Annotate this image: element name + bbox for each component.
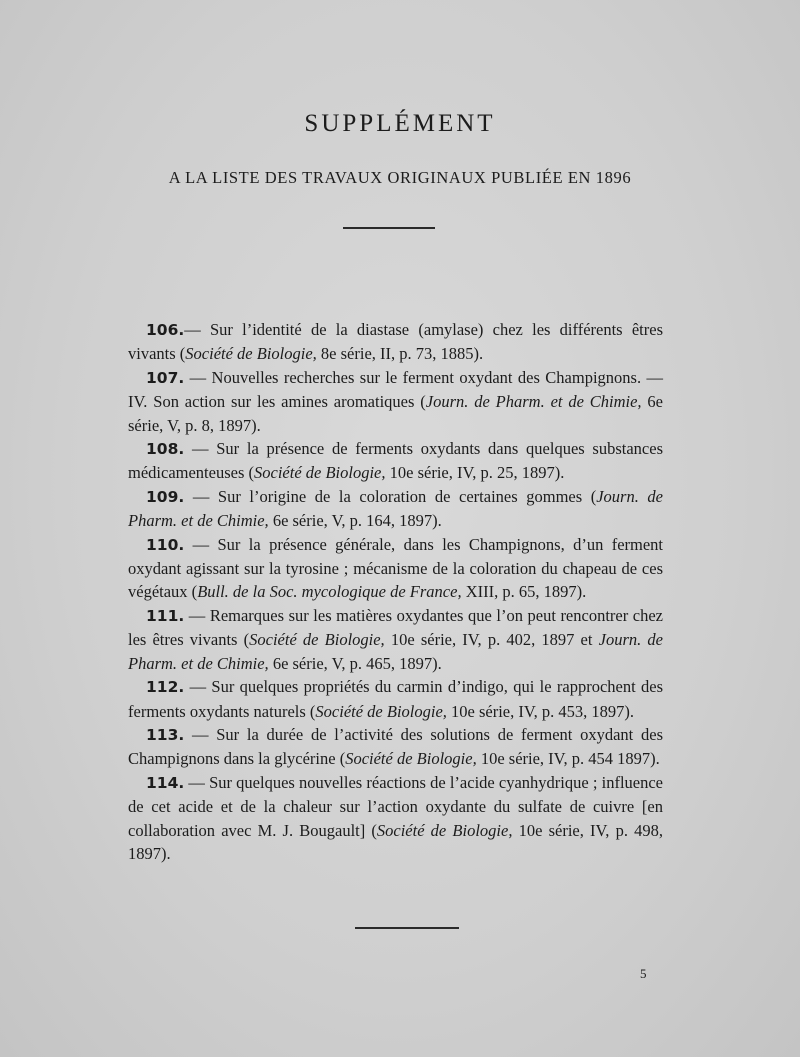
citation-source: Société de Biologie,	[185, 344, 317, 364]
entry-text: 6e série, V, p. 164, 1897).	[268, 511, 442, 531]
entry-text: — Sur la durée de l’activité des solutions de ferment oxydant des Champignons dans la glycérine (	[128, 724, 663, 769]
entry-text: — Sur l’identité de la diastase (amylase) chez les différents êtres vivants (	[128, 320, 663, 364]
entry-text: — Sur l’origine de la coloration de certaines gommes (	[184, 486, 597, 506]
citation-source: Bull. de la Soc. mycologique de France,	[197, 582, 462, 602]
entry-number: 110.	[146, 535, 185, 554]
entry-text: 10e série, IV, p. 402, 1897 et	[384, 630, 599, 650]
entry-number: 109.	[146, 487, 185, 506]
citation-source: Société de Biologie,	[376, 820, 513, 840]
citation-source: Société de Biologie,	[315, 701, 447, 721]
entry-text: 6e série, V, p. 465, 1897).	[268, 653, 442, 673]
publication-entry	[128, 604, 663, 675]
publication-entry	[128, 533, 663, 604]
publication-entry	[128, 771, 663, 866]
entry-text: XIII, p. 65, 1897).	[461, 582, 587, 602]
publication-entry	[128, 675, 663, 723]
entry-number: 107.	[146, 368, 185, 387]
publication-entry	[128, 723, 663, 771]
entry-text: — Sur quelques propriétés du carmin d’indigo, qui le rapprochent des ferments oxydants naturels (	[128, 677, 663, 721]
publication-entry	[128, 485, 663, 533]
citation-source: Journ. de Pharm. et de Chimie,	[425, 392, 642, 412]
page-title: SUPPLÉMENT	[304, 110, 496, 137]
publication-entry	[128, 318, 663, 366]
entry-number: 114.	[146, 773, 185, 792]
citation-source: Société de Biologie,	[345, 749, 477, 769]
entry-text: 10e série, IV, p. 454 1897).	[476, 749, 660, 769]
entry-number: 112.	[146, 678, 185, 697]
entry-text: 10e série, IV, p. 453, 1897).	[446, 701, 635, 721]
entry-number: 111.	[146, 606, 185, 625]
entry-text: 8e série, II, p. 73, 1885).	[316, 344, 484, 364]
entry-text: 10e série, IV, p. 25, 1897).	[385, 463, 565, 483]
citation-source: Société de Biologie,	[249, 630, 385, 650]
citation-source: Journ. de Pharm. et de Chimie,	[128, 486, 663, 531]
entry-number: 108.	[146, 440, 185, 459]
entry-text: — Sur quelques nouvelles réactions de l’acide cyanhydrique ; influence de cet acide et de la chaleur sur l’action oxydante du sulfate de cuivre [en collaboration avec M. J. Bougault] (	[128, 772, 663, 840]
publication-entry	[128, 437, 663, 485]
entry-text: — Sur la présence de ferments oxydants dans quelques substances médicamenteuses (	[128, 439, 663, 483]
page-subtitle: A LA LISTE DES TRAVAUX ORIGINAUX PUBLIÉE EN 1896	[168, 168, 632, 187]
entry-text: 6e série, V, p. 8, 1897).	[128, 392, 663, 435]
entry-number: 106.	[146, 321, 185, 339]
entry-text: — Remarques sur les matières oxydantes que l’on peut rencontrer chez les êtres vivants (	[128, 605, 663, 650]
page-number: 5	[640, 966, 647, 981]
top-divider	[343, 227, 435, 229]
citation-source: Société de Biologie,	[254, 463, 386, 483]
entry-text: 10e série, IV, p. 498, 1897).	[128, 820, 663, 863]
citation-source: Journ. de Pharm. et de Chimie,	[128, 630, 663, 673]
entry-text: — Nouvelles recherches sur le ferment oxydant des Champignons. — IV. Son action sur les amines aromatiques (	[128, 367, 663, 412]
entry-text: — Sur la présence générale, dans les Champignons, d’un ferment oxydant agissant sur la tyrosine ; mécanisme de la coloration du chapeau de ces végétaux (	[128, 534, 663, 602]
publication-list	[128, 318, 663, 865]
publication-entry	[128, 366, 663, 437]
bottom-divider	[355, 927, 459, 929]
entry-number: 113.	[146, 725, 185, 744]
